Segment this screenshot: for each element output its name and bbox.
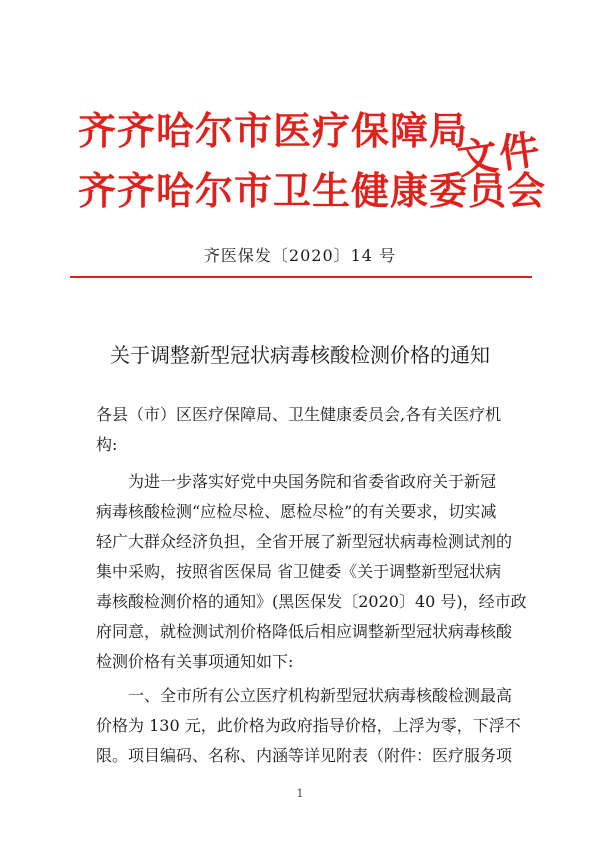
paragraph-line: 检测价格有关事项通知如下:	[96, 652, 294, 671]
paragraph-line: 价格为 130 元，此价格为政府指导价格，上浮为零，下浮不	[96, 716, 521, 735]
paragraph-2	[96, 681, 526, 771]
paragraph-1	[96, 467, 526, 677]
document-label: 文件	[454, 126, 545, 184]
notice-title: 关于调整新型冠状病毒核酸检测价格的通知	[110, 343, 490, 367]
document-number: 齐医保发〔2020〕14 号	[203, 246, 397, 265]
paragraph-line: 轻广大群众经济负担，全省开展了新型冠状病毒检测试剂的	[96, 532, 513, 551]
issuer-line-1: 齐齐哈尔市医疗保障局	[78, 109, 469, 153]
paragraph-line: 为进一步落实好党中央国务院和省委省政府关于新冠	[128, 472, 497, 491]
paragraph-line: 一、全市所有公立医疗机构新型冠状病毒核酸检测最高	[128, 686, 513, 705]
red-divider	[70, 276, 532, 278]
page-number: 1	[296, 787, 304, 800]
addressee	[96, 400, 526, 460]
paragraph-line: 病毒核酸检测“应检尽检、愿检尽检”的有关要求，切实减	[96, 502, 497, 521]
issuer-line-2: 齐齐哈尔市卫生健康委员会	[78, 169, 547, 213]
addressee-line: 各县（市）区医疗保障局、卫生健康委员会,各有关医疗机	[96, 405, 502, 424]
addressee-line: 构:	[96, 435, 118, 454]
paragraph-line: 集中采购，按照省医保局 省卫健委《关于调整新型冠状病	[96, 562, 502, 581]
paragraph-line: 限。项目编码、名称、内涵等详见附表（附件：医疗服务项	[96, 746, 513, 765]
paragraph-line: 府同意，就检测试剂价格降低后相应调整新型冠状病毒核酸	[96, 622, 513, 641]
paragraph-line: 毒核酸检测价格的通知》(黑医保发〔2020〕40 号)，经市政	[96, 592, 527, 611]
